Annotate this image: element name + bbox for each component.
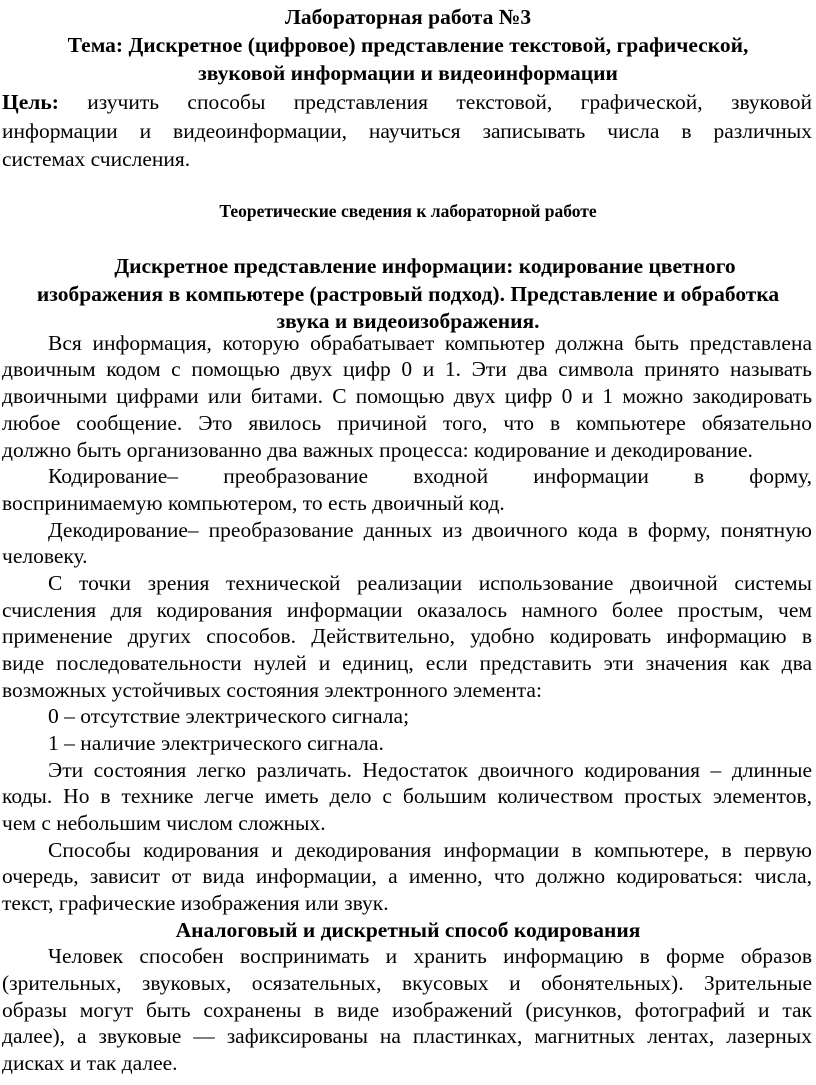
s2-line-5: дисках и так далее. bbox=[2, 1051, 178, 1075]
p1-line-4: любое сообщение. Это явилось причиной того, что в компьютере обязательно bbox=[2, 411, 812, 435]
p1-line-3: двоичными цифрами или битами. С помощью двух цифр 0 и 1 можно закодировать bbox=[2, 384, 812, 408]
p4-line-1: С точки зрения технической реализации использование двоичной системы bbox=[48, 571, 812, 595]
topic-line-2: звуковой информации и видеоинформации bbox=[198, 61, 618, 85]
goal-line-2: информации и видеоинформации, научиться записывать числа в различных bbox=[2, 119, 812, 143]
goal-label: Цель: bbox=[2, 90, 59, 114]
s2-line-3: образы могут быть сохранены в виде изображений (рисунков, фотографий и так bbox=[2, 998, 812, 1022]
p3-line-2: человеку. bbox=[2, 544, 88, 568]
section1-line-2: изображения в компьютере (растровый подход). Представление и обработка bbox=[36, 282, 780, 306]
theory-heading: Теоретические сведения к лабораторной работе bbox=[219, 201, 597, 221]
lab-title: Лабораторная работа №3 bbox=[284, 5, 532, 29]
p4-line-2: счисления для кодирования информации оказалось намного более простым, чем bbox=[2, 598, 812, 622]
goal-text-1: изучить способы представления текстовой, графической, звуковой bbox=[87, 90, 813, 114]
p1-line-1: Вся информация, которую обрабатывает компьютер должна быть представлена bbox=[48, 331, 812, 355]
p8-line-3: текст, графические изображения или звук. bbox=[2, 891, 389, 915]
goal-line-1 bbox=[2, 88, 812, 116]
section1-line-3: звука и видеоизображения. bbox=[276, 309, 540, 333]
p4-line-3: применение других способов. Действительно, удобно кодировать информацию в bbox=[2, 624, 812, 648]
p2-line-2: воспринимаемую компьютером, то есть двоичный код. bbox=[2, 491, 505, 515]
section1-line-1: Дискретное представление информации: кодирование цветного bbox=[114, 254, 736, 278]
p8-line-1: Способы кодирования и декодирования информации в компьютере, в первую bbox=[48, 838, 812, 862]
p1-line-5: должно быть организованно два важных процесса: кодирование и декодирование. bbox=[2, 438, 753, 462]
p4-line-5: возможных устойчивых состояния электронного элемента: bbox=[2, 678, 542, 702]
p1-line-2: двоичным кодом с помощью двух цифр 0 и 1. Эти два символа принято называть bbox=[2, 357, 812, 381]
p3-line-1: Декодирование– преобразование данных из двоичного кода в форму, понятную bbox=[48, 518, 812, 542]
section2-heading: Аналоговый и дискретный способ кодирования bbox=[175, 918, 641, 942]
s2-line-2: (зрительных, звуковых, осязательных, вкусовых и обонятельных). Зрительные bbox=[2, 971, 812, 995]
goal-line-3: системах счисления. bbox=[2, 147, 191, 171]
s2-line-4: далее), а звуковые — зафиксированы на пластинках, магнитных лентах, лазерных bbox=[2, 1024, 812, 1048]
p6-line-1: 1 – наличие электрического сигнала. bbox=[48, 731, 384, 755]
p7-line-2: коды. Но в технике легче иметь дело с большим количеством простых элементов, bbox=[2, 784, 812, 808]
p2-line-1: Кодирование– преобразование входной информации в форму, bbox=[48, 464, 812, 488]
topic-line-1: Тема: Дискретное (цифровое) представление текстовой, графической, bbox=[67, 33, 749, 57]
p4-line-4: виде последовательности нулей и единиц, если представить эти значения как два bbox=[2, 651, 812, 675]
p5-line-1: 0 – отсутствие электрического сигнала; bbox=[48, 704, 410, 728]
p8-line-2: очередь, зависит от вида информации, а именно, что должно кодироваться: числа, bbox=[2, 864, 812, 888]
s2-line-1: Человек способен воспринимать и хранить информацию в форме образов bbox=[48, 944, 812, 968]
p7-line-3: чем с небольшим числом сложных. bbox=[2, 811, 326, 835]
p7-line-1: Эти состояния легко различать. Недостаток двоичного кодирования – длинные bbox=[48, 758, 812, 782]
